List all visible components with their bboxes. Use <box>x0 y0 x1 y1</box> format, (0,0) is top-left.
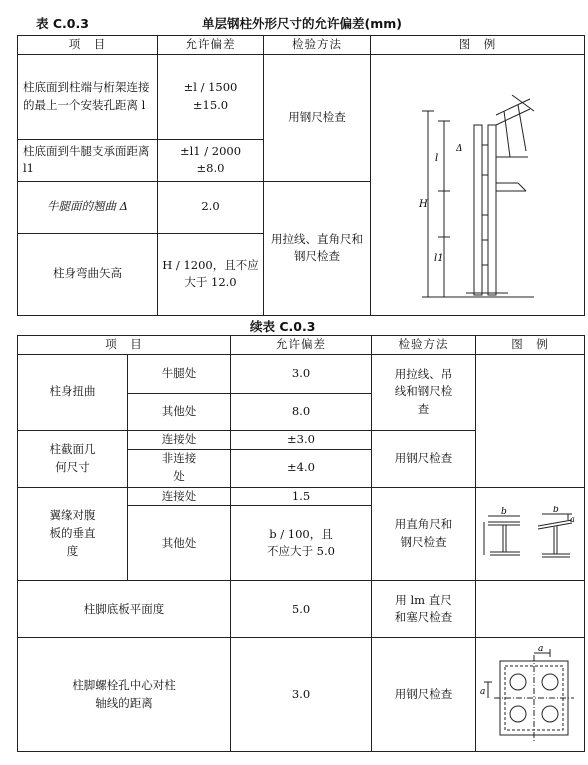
t2-flange-method: 用直角尺和钢尺检查 <box>372 487 476 581</box>
t1-row3-tol: 2.0 <box>158 181 264 233</box>
t2-header-item: 项 目 <box>18 336 231 355</box>
t2-flange-sub2: 其他处 <box>128 506 231 581</box>
t2-flange-figure-cell <box>476 487 585 581</box>
t2-twist-tol1: 3.0 <box>231 354 372 393</box>
t2-twist-method: 用拉线、吊线和钢尺检查 <box>372 354 476 430</box>
t2-bolt-method: 用钢尺检查 <box>372 638 476 752</box>
table1-title: 单层钢柱外形尺寸的允许偏差(mm) <box>202 16 402 31</box>
flange-perpendicularity-figure <box>480 506 580 562</box>
t2-bolt-tol: 3.0 <box>231 638 372 752</box>
t2-section-tol1: ±3.0 <box>231 430 372 449</box>
t2-flange-tol2: b / 100，且不应大于 5.0 <box>231 506 372 581</box>
t2-twist-tol2: 8.0 <box>231 393 372 430</box>
t2-baseplate-name: 柱脚底板平面度 <box>18 581 231 638</box>
table2-label: 续表 C.0.3 <box>250 319 316 334</box>
flange-label-b-right: b <box>553 506 559 516</box>
t1-row1-tol <box>158 54 264 139</box>
t2-flange-name: 翼缘对腹板的垂直度 <box>18 487 128 581</box>
t2-figure-empty <box>476 354 585 487</box>
t1-row2-tol-b: ±8.0 <box>196 161 225 176</box>
t2-header-method: 检验方法 <box>372 336 476 355</box>
fig-label-l1: l1 <box>433 252 444 264</box>
t2-header-figure: 图 例 <box>476 336 585 355</box>
t2-section-tol2: ±4.0 <box>231 449 372 487</box>
t1-header-method: 检验方法 <box>264 36 371 55</box>
t1-row2-item: 柱底面到牛腿支承面距离 l1 <box>18 139 158 181</box>
table1-label: 表 C.0.3 <box>36 16 89 31</box>
fig-label-delta: Δ <box>455 143 462 154</box>
flange-label-a: a <box>570 515 575 525</box>
t2-twist-name: 柱身扭曲 <box>18 354 128 430</box>
t2-baseplate-method: 用 lm 直尺和塞尺检查 <box>372 581 476 638</box>
bolt-label-a-left: a <box>480 686 486 697</box>
t1-header-tol: 允许偏差 <box>158 36 264 55</box>
t1-row1-tol-a: ±l / 1500 <box>183 80 238 94</box>
t1-row4-item: 柱身弯曲矢高 <box>18 233 158 315</box>
t2-bolt-name: 柱脚螺栓孔中心对柱轴线的距离 <box>18 638 231 752</box>
t2-section-sub1: 连接处 <box>128 430 231 449</box>
t2-flange-sub1: 连接处 <box>128 487 231 506</box>
t1-row2-tol <box>158 139 264 181</box>
t1-row1-tol-b: ±15.0 <box>192 97 229 112</box>
bolt-hole-figure <box>480 645 580 745</box>
column-elevation-figure <box>408 65 548 305</box>
t1-row2-tol-a: ±l1 / 2000 <box>179 143 242 158</box>
t1-method-tape: 用钢尺检查 <box>264 54 371 181</box>
t1-method-string: 用拉线、直角尺和钢尺检查 <box>264 181 371 315</box>
flange-label-b-left: b <box>501 507 507 518</box>
t2-baseplate-figure-empty <box>476 581 585 638</box>
table2 <box>17 335 585 752</box>
t2-twist-sub1: 牛腿处 <box>128 354 231 393</box>
t2-baseplate-tol: 5.0 <box>231 581 372 638</box>
t2-section-sub2: 非连接处 <box>128 449 231 487</box>
t2-section-method: 用钢尺检查 <box>372 430 476 487</box>
table1 <box>17 35 585 316</box>
t1-header-figure: 图 例 <box>371 36 585 55</box>
t2-section-name: 柱截面几何尺寸 <box>18 430 128 487</box>
t2-flange-tol1: 1.5 <box>231 487 372 506</box>
t2-twist-sub2: 其他处 <box>128 393 231 430</box>
t2-bolt-figure-cell <box>476 638 585 752</box>
t1-header-item: 项 目 <box>18 36 158 55</box>
fig-label-H: H <box>418 198 428 210</box>
fig-label-l: l <box>434 152 438 164</box>
t1-row1-item: 柱底面到柱端与桁架连接的最上一个安装孔距离 l <box>18 54 158 139</box>
t1-figure-cell <box>371 54 585 315</box>
bolt-label-a-top: a <box>538 644 544 654</box>
t2-header-tol: 允许偏差 <box>231 336 372 355</box>
t1-row3-item: 牛腿面的翘曲 Δ <box>18 181 158 233</box>
t1-row4-tol: H / 1200，且不应大于 12.0 <box>158 233 264 315</box>
